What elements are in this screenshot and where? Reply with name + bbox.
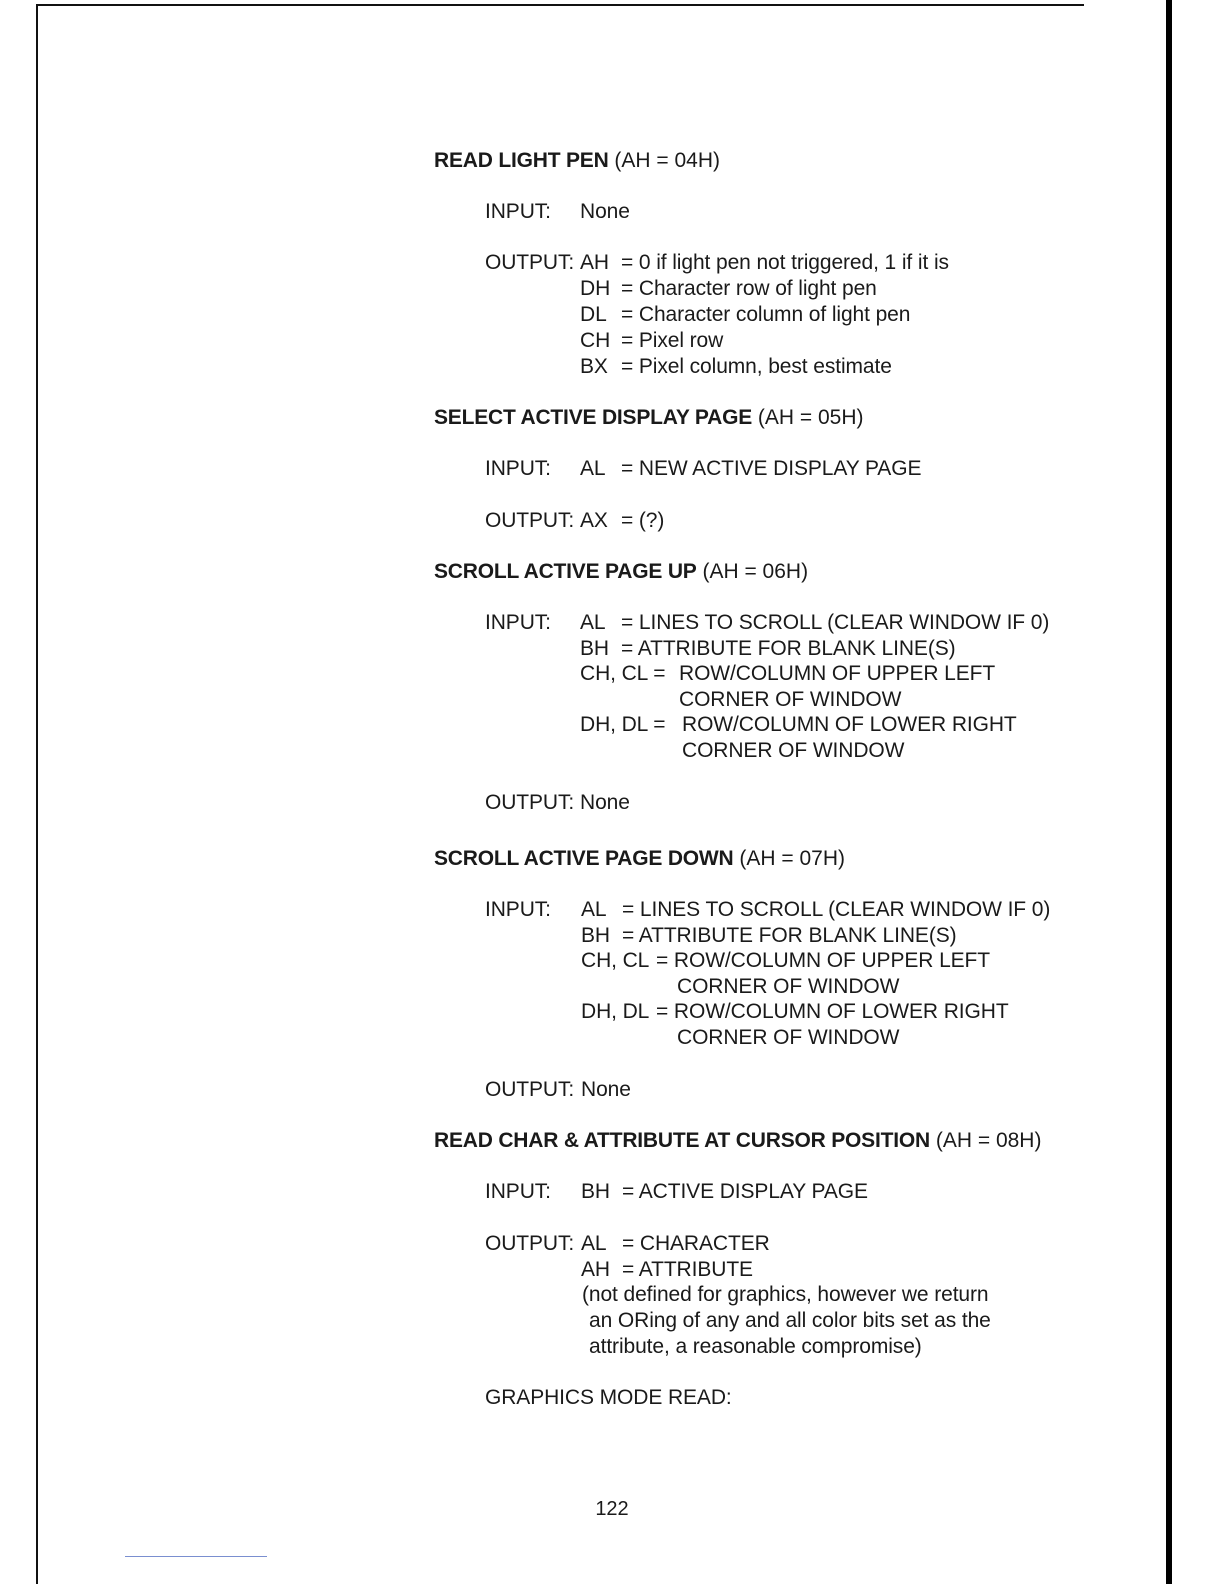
register-name: CH <box>580 329 611 352</box>
input-label: INPUT: <box>485 1180 551 1203</box>
register-desc: = 0 if light pen not triggered, 1 if it is <box>621 251 949 274</box>
register-desc: = LINES TO SCROLL (CLEAR WINDOW IF 0) <box>622 898 1051 921</box>
register-name: AH <box>580 251 609 274</box>
register-name: AL <box>580 457 606 480</box>
output-value: None <box>580 791 630 814</box>
register-desc: = ROW/COLUMN OF UPPER LEFT <box>656 949 991 972</box>
note-line: (not defined for graphics, however we return <box>582 1283 989 1306</box>
register-desc: CORNER OF WINDOW <box>679 688 902 711</box>
register-desc: = ATTRIBUTE <box>622 1258 753 1281</box>
register-desc: CORNER OF WINDOW <box>682 739 905 762</box>
register-desc: = ATTRIBUTE FOR BLANK LINE(S) <box>622 924 957 947</box>
register-name: BH <box>581 1180 610 1203</box>
register-name: CH, CL = <box>580 662 666 685</box>
input-label: INPUT: <box>485 457 551 480</box>
section-heading-read-char-attribute <box>434 1128 1041 1154</box>
register-name: CH, CL <box>581 949 650 972</box>
register-desc: CORNER OF WINDOW <box>677 975 900 998</box>
register-desc: = LINES TO SCROLL (CLEAR WINDOW IF 0) <box>621 611 1050 634</box>
section-heading-scroll-active-page-down <box>434 846 845 872</box>
input-value: None <box>580 200 630 223</box>
register-name: DH, DL = <box>580 713 666 736</box>
note-line: an ORing of any and all color bits set as the <box>589 1309 991 1332</box>
graphics-mode-read-label: GRAPHICS MODE READ: <box>485 1386 732 1409</box>
output-label: OUTPUT: <box>485 251 575 274</box>
input-label: INPUT: <box>485 611 551 634</box>
heading-title: SCROLL ACTIVE PAGE UP <box>434 560 697 583</box>
heading-code: (AH = 06H) <box>702 560 809 583</box>
heading-code: (AH = 04H) <box>614 149 721 172</box>
heading-title: SCROLL ACTIVE PAGE DOWN <box>434 847 734 870</box>
register-name: DL <box>580 303 607 326</box>
register-name: AL <box>581 1232 607 1255</box>
register-name: AX <box>580 509 608 532</box>
output-label: OUTPUT: <box>485 791 575 814</box>
left-border-rule <box>36 4 38 1584</box>
heading-title: READ LIGHT PEN <box>434 149 609 172</box>
register-desc: = ACTIVE DISPLAY PAGE <box>622 1180 868 1203</box>
register-name: AH <box>581 1258 610 1281</box>
register-desc: ROW/COLUMN OF LOWER RIGHT <box>682 713 1017 736</box>
register-desc: = Character row of light pen <box>621 277 877 300</box>
register-desc: = Pixel row <box>621 329 724 352</box>
register-name: DH <box>580 277 611 300</box>
heading-title: SELECT ACTIVE DISPLAY PAGE <box>434 406 753 429</box>
heading-title: READ CHAR & ATTRIBUTE AT CURSOR POSITION <box>434 1129 930 1152</box>
section-heading-select-active-display-page <box>434 405 864 431</box>
page-number: 122 <box>595 1498 629 1520</box>
register-name: DH, DL <box>581 1000 650 1023</box>
register-desc: = (?) <box>621 509 665 532</box>
top-border-rule <box>36 4 1084 6</box>
register-name: BH <box>581 924 610 947</box>
heading-code: (AH = 08H) <box>935 1129 1042 1152</box>
register-name: AL <box>580 611 606 634</box>
register-desc: = CHARACTER <box>622 1232 770 1255</box>
section-heading-scroll-active-page-up <box>434 559 808 585</box>
register-name: AL <box>581 898 607 921</box>
input-label: INPUT: <box>485 200 551 223</box>
register-name: BH <box>580 637 609 660</box>
register-desc: = ATTRIBUTE FOR BLANK LINE(S) <box>621 637 956 660</box>
output-label: OUTPUT: <box>485 509 575 532</box>
output-label: OUTPUT: <box>485 1078 575 1101</box>
section-heading-read-light-pen <box>434 148 720 174</box>
register-name: BX <box>580 355 608 378</box>
register-desc: = NEW ACTIVE DISPLAY PAGE <box>621 457 922 480</box>
output-value: None <box>581 1078 631 1101</box>
heading-code: (AH = 05H) <box>757 406 864 429</box>
register-desc: CORNER OF WINDOW <box>677 1026 900 1049</box>
register-desc: = Pixel column, best estimate <box>621 355 892 378</box>
note-line: attribute, a reasonable compromise) <box>589 1335 922 1358</box>
heading-code: (AH = 07H) <box>739 847 845 870</box>
output-label: OUTPUT: <box>485 1232 575 1255</box>
right-border-rule <box>1166 0 1172 1584</box>
register-desc: = ROW/COLUMN OF LOWER RIGHT <box>656 1000 1009 1023</box>
register-desc: ROW/COLUMN OF UPPER LEFT <box>679 662 996 685</box>
register-desc: = Character column of light pen <box>621 303 911 326</box>
input-label: INPUT: <box>485 898 551 921</box>
footer-mark <box>125 1556 267 1557</box>
